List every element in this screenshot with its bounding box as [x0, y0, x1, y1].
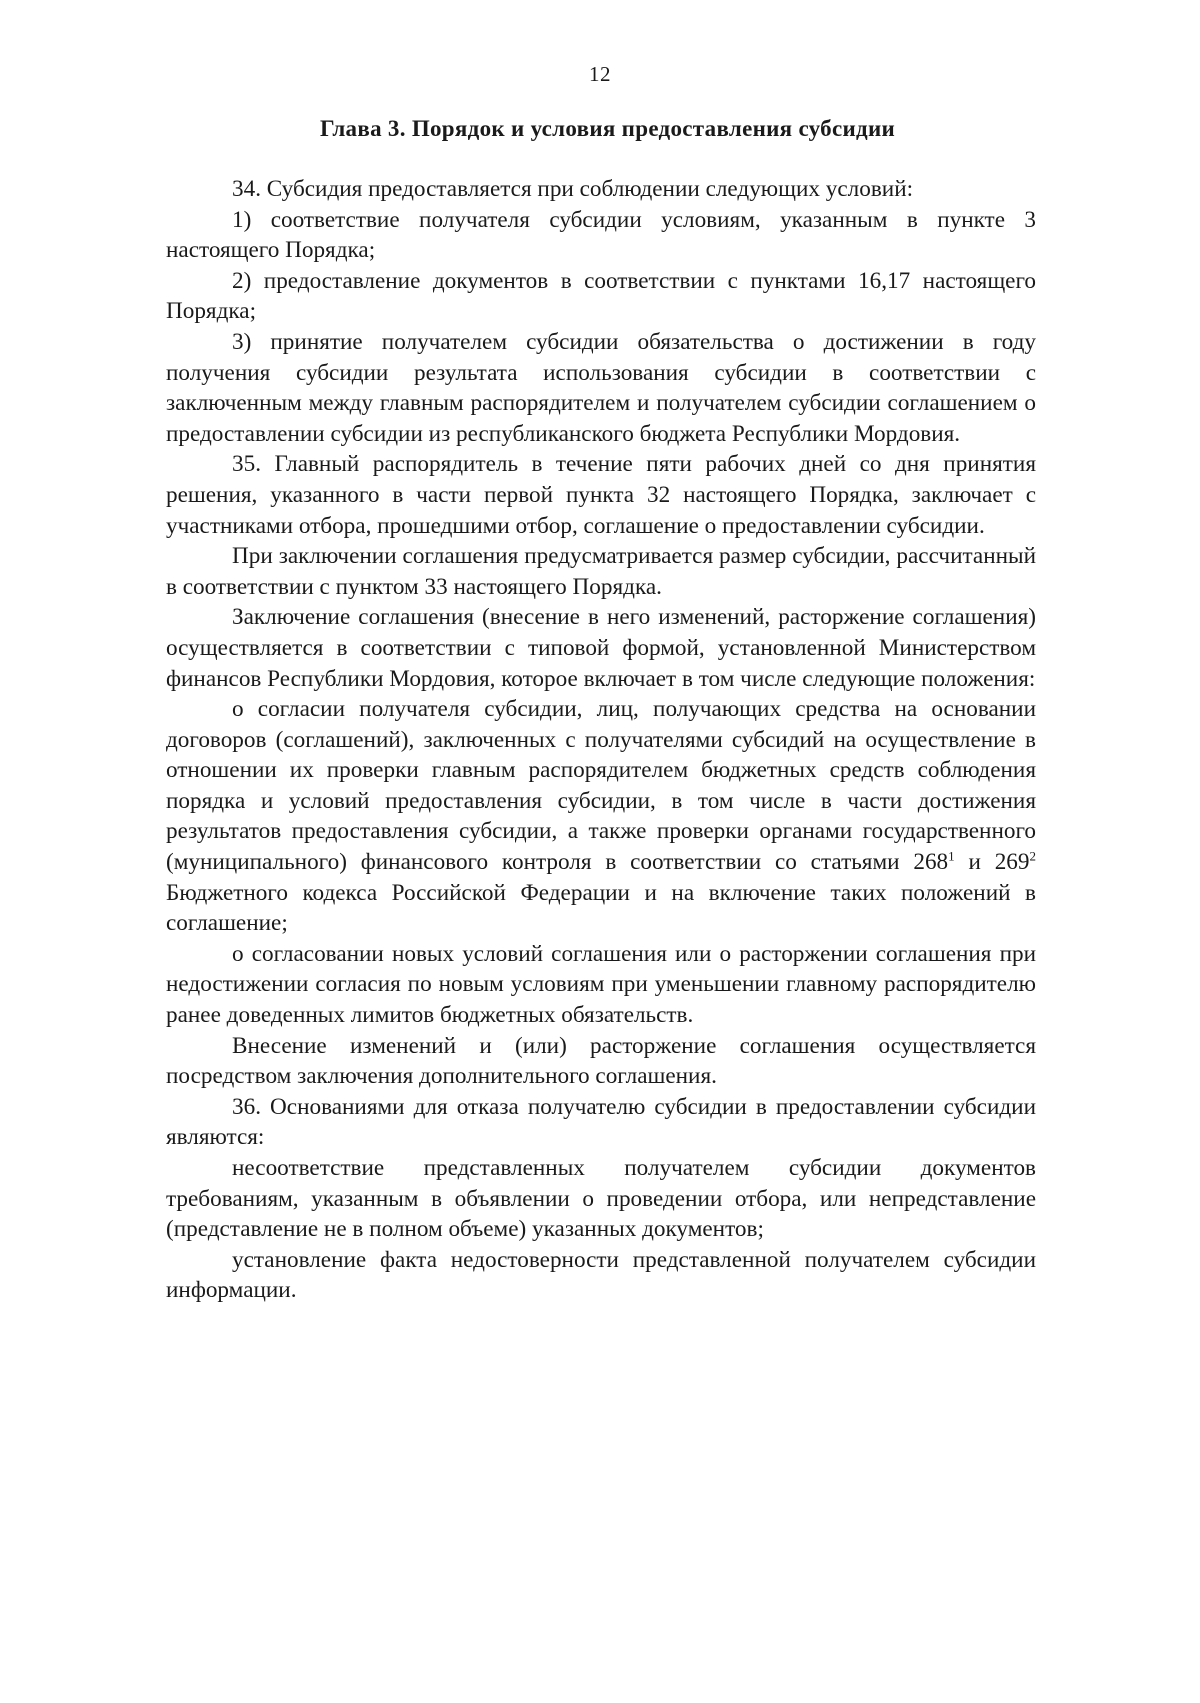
consent-text-part-2: и 269: [954, 849, 1030, 876]
paragraph-34-item-2: 2) предоставление документов в соответствии с пунктами 16,17 настоящего Порядка;: [166, 267, 1036, 325]
chapter-title: Глава 3. Порядок и условия предоставления субсидии: [320, 116, 896, 141]
paragraph-34-item-1: 1) соответствие получателя субсидии условиям, указанным в пункте 3 настоящего Порядка;: [166, 206, 1036, 264]
paragraph-35-agreement-change-provision: о согласовании новых условий соглашения или о расторжении соглашения при недостижении согласия по новым условиям при уменьшении главному распорядителю ранее доведенных лимитов бюджетных обязательств.: [166, 940, 1036, 1029]
paragraph-34-item-3: 3) принятие получателем субсидии обязательства о достижении в году получения субсидии результата использования субсидии в соответствии с заключенным между главным распорядителем и получателем субсидии соглашением о предоставлении субсидии из республиканского бюджета Республики Мордовия.: [166, 328, 1036, 447]
paragraph-34: 34. Субсидия предоставляется при соблюдении следующих условий:: [232, 176, 914, 202]
paragraph-35-agreement-form: Заключение соглашения (внесение в него изменений, расторжение соглашения) осуществляется в соответствии с типовой формой, установленной Министерством финансов Республики Мордовия, которое включает в том числе следующие положения:: [166, 604, 1036, 692]
paragraph-35-consent-provision: [166, 694, 1036, 939]
page-number: 12: [589, 62, 611, 86]
paragraph-35: 35. Главный распорядитель в течение пяти рабочих дней со дня принятия решения, указанного в части первой пункта 32 настоящего Порядка, заключает с участниками отбора, прошедшими отбор, соглашение о предоставлении субсидии.: [166, 451, 1036, 539]
article-269-superscript: 2: [1029, 848, 1036, 864]
document-body: [166, 174, 1036, 1306]
article-268-superscript: 1: [948, 848, 955, 864]
paragraph-36-reason-2: установление факта недостоверности представленной получателем субсидии информации.: [166, 1246, 1036, 1304]
paragraph-36-reason-1: несоответствие представленных получателем субсидии документов требованиям, указанным в объявлении о проведении отбора, или непредставление (представление не в полном объеме) указанных документов;: [166, 1155, 1036, 1243]
paragraph-36: 36. Основаниями для отказа получателю субсидии в предоставлении субсидии являются:: [166, 1093, 1036, 1151]
paragraph-35-subsidy-size: При заключении соглашения предусматривается размер субсидии, рассчитанный в соответствии с пунктом 33 настоящего Порядка.: [166, 543, 1036, 600]
consent-text-part-3: Бюджетного кодекса Российской Федерации и на включение таких положений в соглашение;: [166, 879, 1036, 937]
paragraph-35-amendment: Внесение изменений и (или) расторжение соглашения осуществляется посредством заключения дополнительного соглашения.: [166, 1032, 1036, 1090]
consent-text-part-1: о согласии получателя субсидии, лиц, получающих средства на основании договоров (соглашений), заключенных с получателями субсидий на осуществление в отношении их проверки главным распорядителем бюджетных средств соблюдения порядка и условий предоставления субсидии, в том числе в части достижения результатов предоставления субсидии, а также проверки органами государственного (муниципального) финансового контроля в соответствии со статьями 268: [166, 696, 1036, 876]
